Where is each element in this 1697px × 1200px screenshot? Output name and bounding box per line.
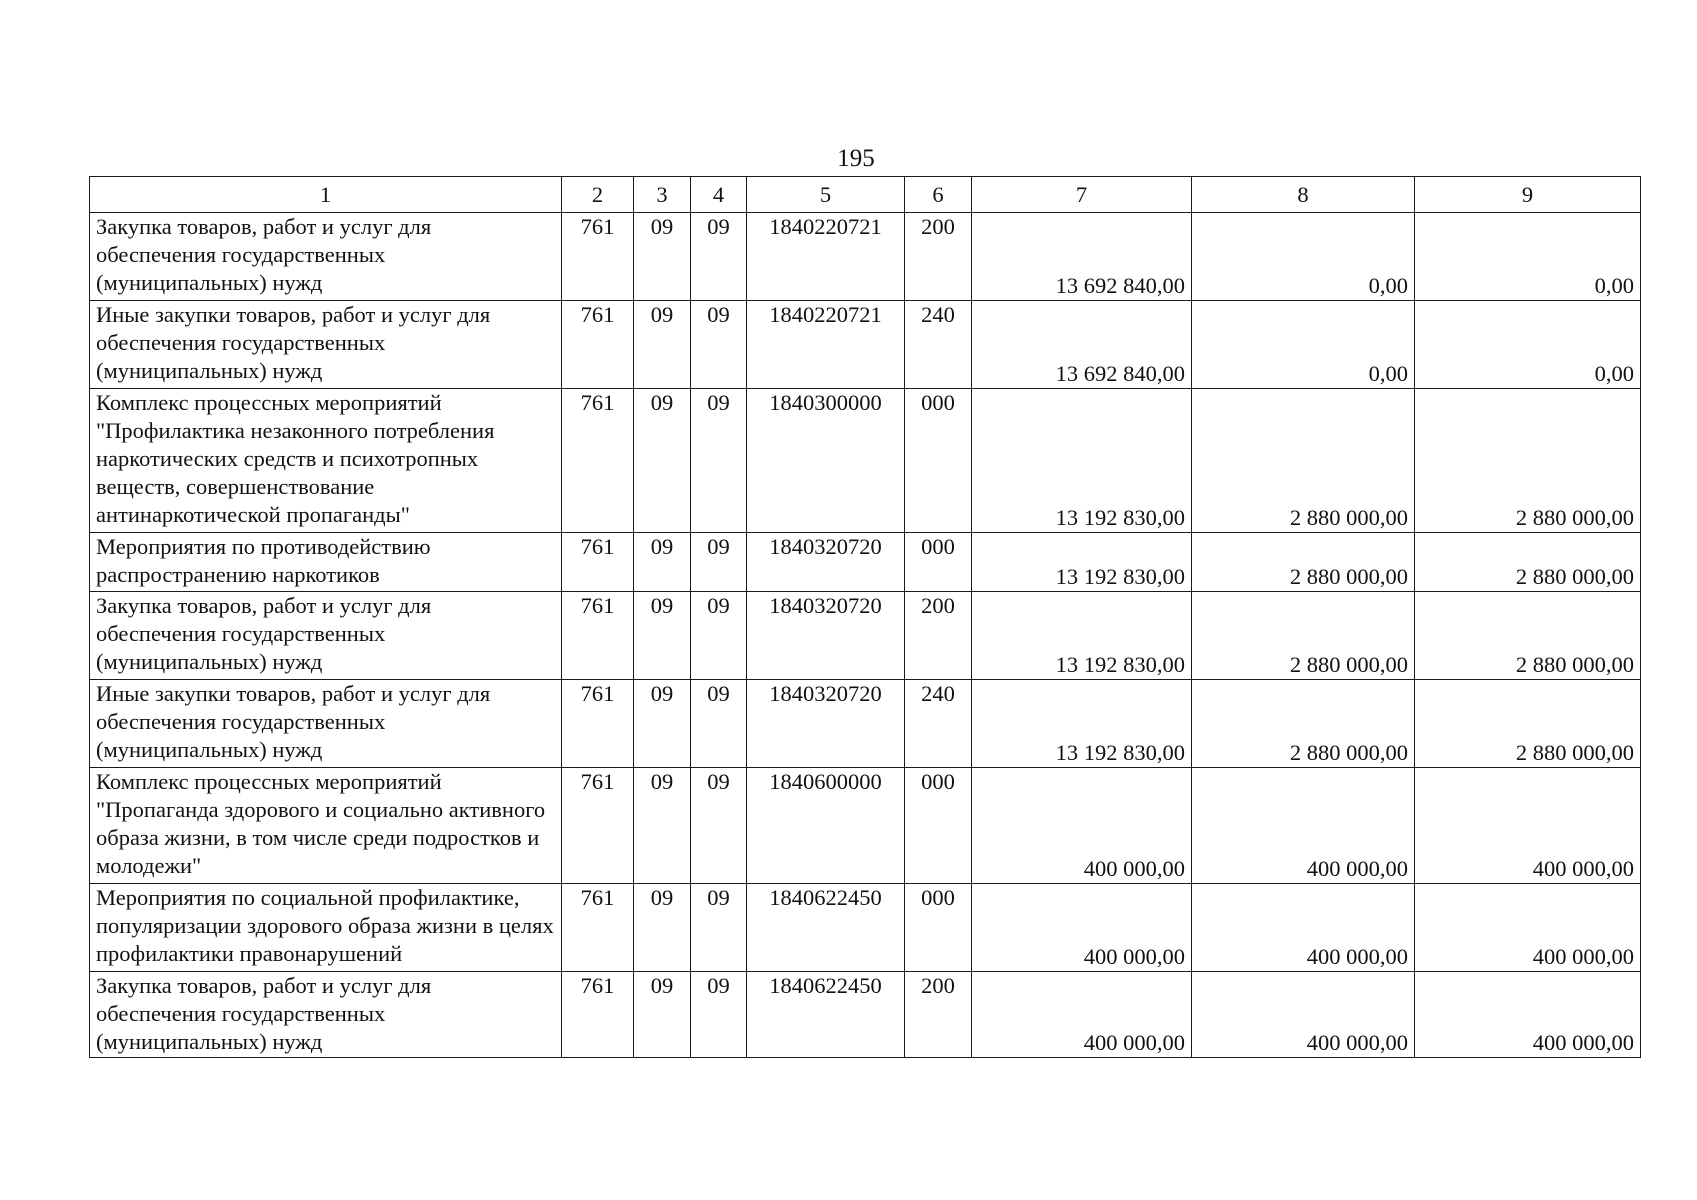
cell-expense-type: 200 [905, 972, 972, 1058]
cell-section: 09 [634, 972, 691, 1058]
cell-amount-7: 13 192 830,00 [972, 592, 1192, 680]
row-name: Закупка товаров, работ и услуг для обеспечения государственных (муниципальных) нужд [90, 213, 562, 301]
cell-code: 761 [562, 301, 634, 389]
cell-subsection: 09 [691, 533, 747, 592]
cell-target-code: 1840220721 [747, 301, 905, 389]
cell-section: 09 [634, 533, 691, 592]
cell-target-code: 1840300000 [747, 389, 905, 533]
cell-code: 761 [562, 768, 634, 884]
cell-amount-7: 400 000,00 [972, 768, 1192, 884]
column-header: 9 [1415, 177, 1641, 213]
cell-section: 09 [634, 768, 691, 884]
row-name: Комплекс процессных мероприятий "Пропаганда здорового и социально активного образа жизни, в том числе среди подростков и молодежи" [90, 768, 562, 884]
cell-amount-8: 2 880 000,00 [1192, 389, 1415, 533]
table-row [90, 533, 1641, 592]
table-row [90, 213, 1641, 301]
cell-amount-7: 13 692 840,00 [972, 301, 1192, 389]
table-row [90, 389, 1641, 533]
cell-expense-type: 200 [905, 592, 972, 680]
row-name: Иные закупки товаров, работ и услуг для обеспечения государственных (муниципальных) нужд [90, 301, 562, 389]
row-name: Комплекс процессных мероприятий "Профилактика незаконного потребления наркотических средств и психотропных веществ, совершенствование антинаркотической пропаганды" [90, 389, 562, 533]
column-header: 1 [90, 177, 562, 213]
column-header: 7 [972, 177, 1192, 213]
cell-target-code: 1840320720 [747, 533, 905, 592]
cell-code: 761 [562, 972, 634, 1058]
cell-amount-9: 400 000,00 [1415, 768, 1641, 884]
row-name: Закупка товаров, работ и услуг для обеспечения государственных (муниципальных) нужд [90, 592, 562, 680]
column-header: 5 [747, 177, 905, 213]
cell-target-code: 1840220721 [747, 213, 905, 301]
column-header: 3 [634, 177, 691, 213]
cell-section: 09 [634, 680, 691, 768]
cell-target-code: 1840622450 [747, 884, 905, 972]
cell-subsection: 09 [691, 592, 747, 680]
page-number: 195 [837, 145, 875, 172]
cell-target-code: 1840622450 [747, 972, 905, 1058]
cell-amount-9: 2 880 000,00 [1415, 592, 1641, 680]
header-row [90, 177, 1641, 213]
table-row [90, 301, 1641, 389]
cell-amount-8: 2 880 000,00 [1192, 592, 1415, 680]
column-header: 6 [905, 177, 972, 213]
cell-amount-7: 13 192 830,00 [972, 680, 1192, 768]
cell-amount-8: 2 880 000,00 [1192, 533, 1415, 592]
table-row [90, 680, 1641, 768]
row-name: Мероприятия по социальной профилактике, популяризации здорового образа жизни в целях профилактики правонарушений [90, 884, 562, 972]
cell-amount-9: 2 880 000,00 [1415, 389, 1641, 533]
cell-code: 761 [562, 389, 634, 533]
cell-amount-9: 2 880 000,00 [1415, 533, 1641, 592]
cell-section: 09 [634, 389, 691, 533]
cell-expense-type: 000 [905, 533, 972, 592]
cell-amount-8: 400 000,00 [1192, 884, 1415, 972]
cell-section: 09 [634, 592, 691, 680]
cell-amount-9: 0,00 [1415, 301, 1641, 389]
cell-amount-9: 0,00 [1415, 213, 1641, 301]
table-row [90, 768, 1641, 884]
table-row [90, 592, 1641, 680]
cell-expense-type: 240 [905, 301, 972, 389]
budget-table [89, 176, 1641, 1058]
cell-section: 09 [634, 213, 691, 301]
row-name: Закупка товаров, работ и услуг для обеспечения государственных (муниципальных) нужд [90, 972, 562, 1058]
cell-amount-9: 2 880 000,00 [1415, 680, 1641, 768]
table-row [90, 972, 1641, 1058]
cell-expense-type: 000 [905, 768, 972, 884]
cell-code: 761 [562, 533, 634, 592]
cell-amount-9: 400 000,00 [1415, 972, 1641, 1058]
cell-amount-8: 2 880 000,00 [1192, 680, 1415, 768]
cell-subsection: 09 [691, 389, 747, 533]
cell-target-code: 1840320720 [747, 592, 905, 680]
cell-code: 761 [562, 592, 634, 680]
cell-target-code: 1840320720 [747, 680, 905, 768]
row-name: Иные закупки товаров, работ и услуг для обеспечения государственных (муниципальных) нужд [90, 680, 562, 768]
cell-section: 09 [634, 884, 691, 972]
cell-subsection: 09 [691, 213, 747, 301]
column-header: 4 [691, 177, 747, 213]
cell-code: 761 [562, 680, 634, 768]
cell-amount-8: 400 000,00 [1192, 972, 1415, 1058]
cell-amount-9: 400 000,00 [1415, 884, 1641, 972]
cell-expense-type: 000 [905, 884, 972, 972]
cell-code: 761 [562, 884, 634, 972]
cell-section: 09 [634, 301, 691, 389]
cell-amount-7: 13 692 840,00 [972, 213, 1192, 301]
cell-subsection: 09 [691, 680, 747, 768]
cell-amount-8: 0,00 [1192, 213, 1415, 301]
cell-amount-7: 13 192 830,00 [972, 389, 1192, 533]
cell-amount-7: 13 192 830,00 [972, 533, 1192, 592]
column-header: 2 [562, 177, 634, 213]
cell-expense-type: 200 [905, 213, 972, 301]
column-header: 8 [1192, 177, 1415, 213]
cell-subsection: 09 [691, 972, 747, 1058]
cell-subsection: 09 [691, 301, 747, 389]
cell-expense-type: 000 [905, 389, 972, 533]
cell-subsection: 09 [691, 884, 747, 972]
table-row [90, 884, 1641, 972]
cell-code: 761 [562, 213, 634, 301]
cell-expense-type: 240 [905, 680, 972, 768]
cell-amount-7: 400 000,00 [972, 884, 1192, 972]
cell-amount-8: 400 000,00 [1192, 768, 1415, 884]
row-name: Мероприятия по противодействию распространению наркотиков [90, 533, 562, 592]
cell-amount-7: 400 000,00 [972, 972, 1192, 1058]
cell-amount-8: 0,00 [1192, 301, 1415, 389]
cell-subsection: 09 [691, 768, 747, 884]
cell-target-code: 1840600000 [747, 768, 905, 884]
